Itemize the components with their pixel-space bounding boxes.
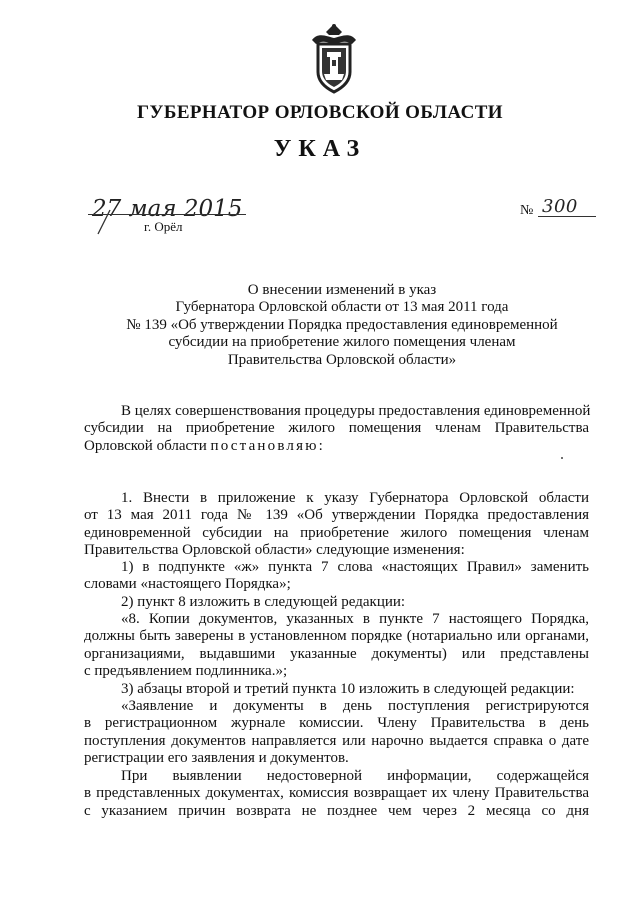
- subitem-1-paragraph: [84, 559, 589, 594]
- subitem-3-paragraph: [84, 681, 589, 698]
- title-line: № 139 «Об утверждении Порядка предоставления единовременной: [126, 316, 558, 333]
- text-line: в регистрационном журнале комиссии. Члену Правительства в день: [84, 715, 589, 732]
- title-line: Губернатора Орловской области от 13 мая 2011 года: [175, 299, 509, 316]
- preamble-paragraph: [84, 403, 589, 455]
- number-underline: [538, 216, 596, 217]
- text-line: с предъявлением подлинника.»;: [84, 663, 288, 680]
- title-line: субсидии на приобретение жилого помещения членам: [168, 334, 516, 351]
- point-10-paragraph-a: [84, 698, 589, 768]
- text-line: При выявлении недостоверной информации, содержащейся: [121, 768, 589, 784]
- document-type-heading: УКАЗ: [273, 136, 367, 162]
- text-line: субсидии на приобретение жилого помещения членам Правительства: [84, 420, 589, 437]
- text-line: организациями, выдавшими указанные документы) или представлены: [84, 645, 589, 662]
- text-line: в представленных документах, комиссия возвращает их члену Правительства: [84, 785, 589, 802]
- text-line: 2) пункт 8 изложить в следующей редакции:: [121, 594, 406, 610]
- stray-dot: [561, 457, 563, 459]
- handwritten-number: 300: [542, 196, 578, 217]
- document-title: [92, 282, 592, 369]
- title-line: О внесении изменений в указ: [247, 282, 437, 298]
- text-line: регистрации его заявления и документов.: [84, 750, 349, 767]
- coat-of-arms-icon: [306, 22, 362, 94]
- city-label: г. Орёл: [144, 219, 183, 234]
- text-line: [84, 438, 589, 455]
- text-line: «8. Копии документов, указанных в пункте 7 настоящего Порядка,: [121, 611, 589, 627]
- date-slash-mark: [94, 208, 116, 236]
- text-line: должны быть заверены в установленном порядке (нотариально или органами,: [84, 628, 589, 645]
- keyword-postanovlyayu: постановляю: [210, 437, 319, 454]
- text-line: поступления документов направляется или нарочно выдается справка о дате: [84, 732, 589, 749]
- text-line: 1. Внести в приложение к указу Губернатора Орловской области: [121, 490, 589, 506]
- text-line: 3) абзацы второй и третий пункта 10 изложить в следующей редакции:: [121, 681, 575, 697]
- issuer-heading: ГУБЕРНАТОР ОРЛОВСКОЙ ОБЛАСТИ: [137, 102, 503, 123]
- text-line: от 13 мая 2011 года № 139 «Об утверждении Порядка предоставления: [84, 507, 589, 524]
- handwritten-date: 27 мая 2015: [92, 196, 243, 222]
- title-line: Правительства Орловской области»: [227, 351, 457, 368]
- text-line: «Заявление и документы в день поступления регистрируются: [121, 698, 589, 714]
- text-fragment: :: [318, 437, 323, 454]
- item-1-paragraph: [84, 490, 589, 560]
- text-line: единовременной субсидии на приобретение жилого помещения членам: [84, 524, 589, 541]
- text-line: В целях совершенствования процедуры предоставления единовременной: [121, 403, 591, 419]
- text-line: Правительства Орловской области» следующие изменения:: [84, 542, 465, 559]
- point-8-paragraph: [84, 611, 589, 681]
- point-10-paragraph-b: [84, 768, 589, 820]
- number-sign: №: [520, 203, 534, 218]
- text-line: словами «настоящего Порядка»;: [84, 576, 291, 593]
- text-line: с указанием причин возврата не позднее чем через 2 месяца со дня: [84, 802, 589, 819]
- text-fragment: Орловской области: [84, 437, 207, 454]
- text-line: 1) в подпункте «ж» пункта 7 слова «настоящих Правил» заменить: [121, 559, 589, 575]
- subitem-2-paragraph: [84, 594, 589, 611]
